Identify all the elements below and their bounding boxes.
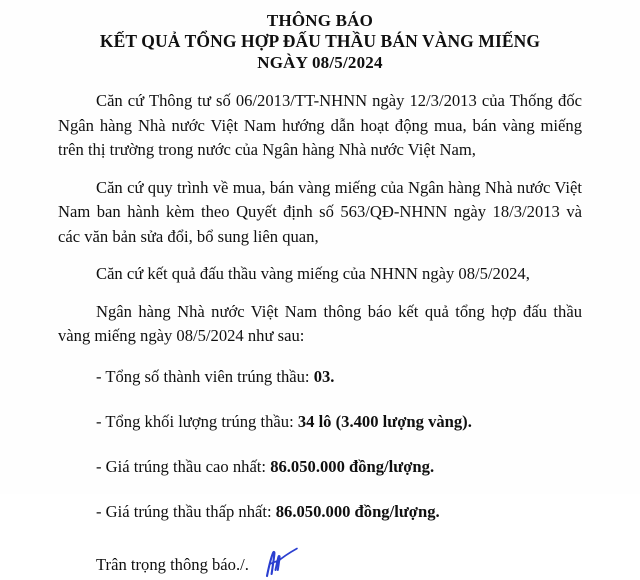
signature-mark-icon bbox=[259, 546, 305, 580]
result-item-value: 03. bbox=[313, 366, 335, 386]
paragraph-legal-basis-2: Căn cứ quy trình về mua, bán vàng miếng của Ngân hàng Nhà nước Việt Nam ban hành kèm theo Quyết định số 563/QĐ-NHNN ngày 18/3/2013 và các văn bản sửa đổi, bổ sung liên quan, bbox=[58, 177, 582, 246]
document-title-line-2: KẾT QUẢ TỔNG HỢP ĐẤU THẦU BÁN VÀNG MIẾNG bbox=[99, 31, 541, 51]
result-item-value: 34 lô (3.400 lượng vàng). bbox=[297, 411, 472, 431]
result-item-label: - Tổng khối lượng trúng thầu: bbox=[96, 411, 298, 431]
result-item-highest-price bbox=[96, 455, 582, 479]
document-title-line-3: NGÀY 08/5/2024 bbox=[257, 53, 383, 72]
result-item-total-winners bbox=[96, 365, 582, 389]
result-items-list bbox=[58, 365, 582, 524]
result-item-value: 86.050.000 đồng/lượng. bbox=[275, 501, 440, 521]
paragraph-announcement-intro: Ngân hàng Nhà nước Việt Nam thông báo kết quả tổng hợp đấu thầu vàng miếng ngày 08/5/2024 như sau: bbox=[58, 301, 582, 345]
result-item-label: - Giá trúng thầu cao nhất: bbox=[96, 456, 271, 476]
paragraph-legal-basis-3: Căn cứ kết quả đấu thầu vàng miếng của NHNN ngày 08/5/2024, bbox=[96, 264, 530, 283]
document-title-block bbox=[58, 10, 582, 73]
result-item-value: 86.050.000 đồng/lượng. bbox=[270, 456, 435, 476]
paragraph-legal-basis-1: Căn cứ Thông tư số 06/2013/TT-NHNN ngày 12/3/2013 của Thống đốc Ngân hàng Nhà nước Việt Nam hướng dẫn hoạt động mua, bán vàng miếng trên thị trường trong nước của Ngân hàng Nhà nước Việt Nam, bbox=[58, 91, 582, 159]
closing-line: Trân trọng thông báo./. bbox=[96, 554, 249, 574]
document-body bbox=[58, 89, 582, 349]
closing-line-wrapper bbox=[96, 553, 249, 577]
result-item-total-volume bbox=[96, 410, 582, 434]
result-item-label: - Giá trúng thầu thấp nhất: bbox=[96, 501, 276, 521]
result-item-lowest-price bbox=[96, 500, 582, 524]
document-title-line-1: THÔNG BÁO bbox=[266, 11, 374, 30]
result-item-label: - Tổng số thành viên trúng thầu: bbox=[96, 366, 314, 386]
